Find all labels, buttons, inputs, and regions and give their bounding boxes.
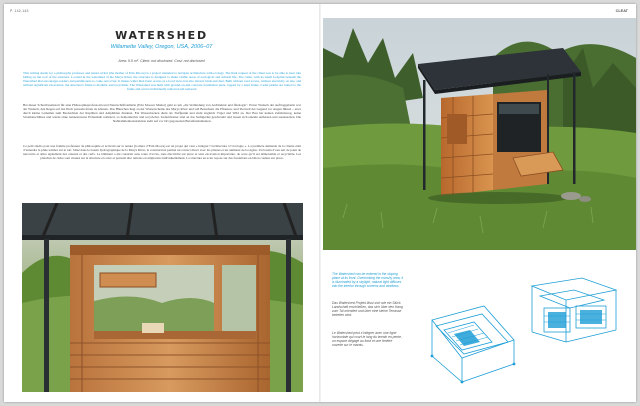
folio-left: P. 142-143 [10, 9, 29, 13]
magazine-spread [4, 4, 636, 402]
article-credits: Area: 9.5 m². Client: not disclosed. Cost: not disclosed [118, 59, 205, 63]
caption-german: Das Watershed Projekt lässt sich wie ein Stück Landschaft erschließen, das sich über den Hang zum Tal orientiert und über eine kleine Terrasse betreten wird. [332, 301, 403, 318]
body-text-german: Bei dieser Schreibwerkstatt für eine Philosophieprofessorin und Naturschriftstellerin (Erin Moores Mutter) geht es um „die Verbindung von Architektur und Ökologie“. Erster Wunsch der Auftraggeberin war der Wunsch, den Regen auf das Dach prasseln hören zu können. Das Häuschen liegt an der Wasserscheide des Marys River und soll Besuchern die Pflanzen- und Tierwelt der Gegend vor Augen führen – etwa durch kleine Lamellen zum Beobachten der Reptilien und Amphibien direkten. Ein Wasserbecken dient als Treffpunkt und zieht zugleich Vögel und Wild an. Der Bau hat keinen Zufahrtsweg, keine Stromanschlüsse und wurde ohne nennenswerte Erdaushub realisiert, so demontierbar und recyclebar. Zedernbretter sind an das Stahlgerüst geschraubt und lassen sich einzeln entfernen und austauschen. Die Stahlrahmenkonstruktion steht auf vor Ort gegossenen Betonfundamenten. [23, 103, 301, 124]
article-title: WATERSHED [115, 29, 208, 42]
caption-english: The Watershed can be entered in the sloping plane at its front. Overlooking the marshy area, it is illuminated by a skylight, natural light diffuses into the interior through screens and windows. [332, 272, 404, 289]
axonometric-drawing [414, 300, 532, 388]
body-text-french: Ce petit studio pour une femme professeur de philosophie et écrivain sur la nature (la mère d’Erin Moore) est un projet qui veut « intégrer l’architecture à l’écologie ». La première demande de la cliente était d’entendre la pluie tomber sur le toit. Situé dans le bassin hydrographique de la Marys River, la construction permet un contact direct avec les plantes et les animaux de la région. Un bassin d’eau sert de point de rencontre et attire également des oiseaux et des cerfs. Le bâtiment a été construit sans route d’accès, sans électricité sur place et sans excavation importante, de sorte qu’il est démontable et recyclable. Les planches de cèdre sont vissées sur la structure en acier et peuvent être retirées et remplacées individuellement. La structure en acier repose sur des fondations en béton coulées sur place. [23, 144, 301, 161]
folio-right: CLEAT [615, 9, 628, 13]
interior-photo [22, 203, 303, 392]
exterior-photo [323, 18, 636, 250]
section-drawing [524, 272, 624, 346]
article-subtitle: Willamette Valley, Oregon, USA, 2006–07 [110, 44, 213, 50]
body-text-english: This writing studio for a philosophy professor and nature writer (the mother of Erin Moore) is a project intended to navigate architecture with ecology. The final request of the client was to be able to hear rain falling on the roof of the structure. Located in the watershed of the Marys River, the structure is designed to make visible areas of ecological and cultural life. The cabin, with its small footprint beneath the Watershed that encourages readers and parishioners to come onto river. It makes wider than basic access as a focal view, but also attracts birds and deer. Built without road access, without electricity on site, and without significant excavation, the structure's frame is modular and recyclable. The Watershed was built with ground-on-site concrete foundation piers, topped by a steel frame. Cedar planks are bolted to the frame and can be individually removed and replaced. [23, 71, 301, 92]
caption-french: Le Watershed peut s’intégrer avec une ligne horizontale qui court le long du terrain en pente, un espace dégagé au fond et une fenêtre ouverte sur le marais. [332, 331, 402, 348]
page-gutter [319, 4, 321, 402]
